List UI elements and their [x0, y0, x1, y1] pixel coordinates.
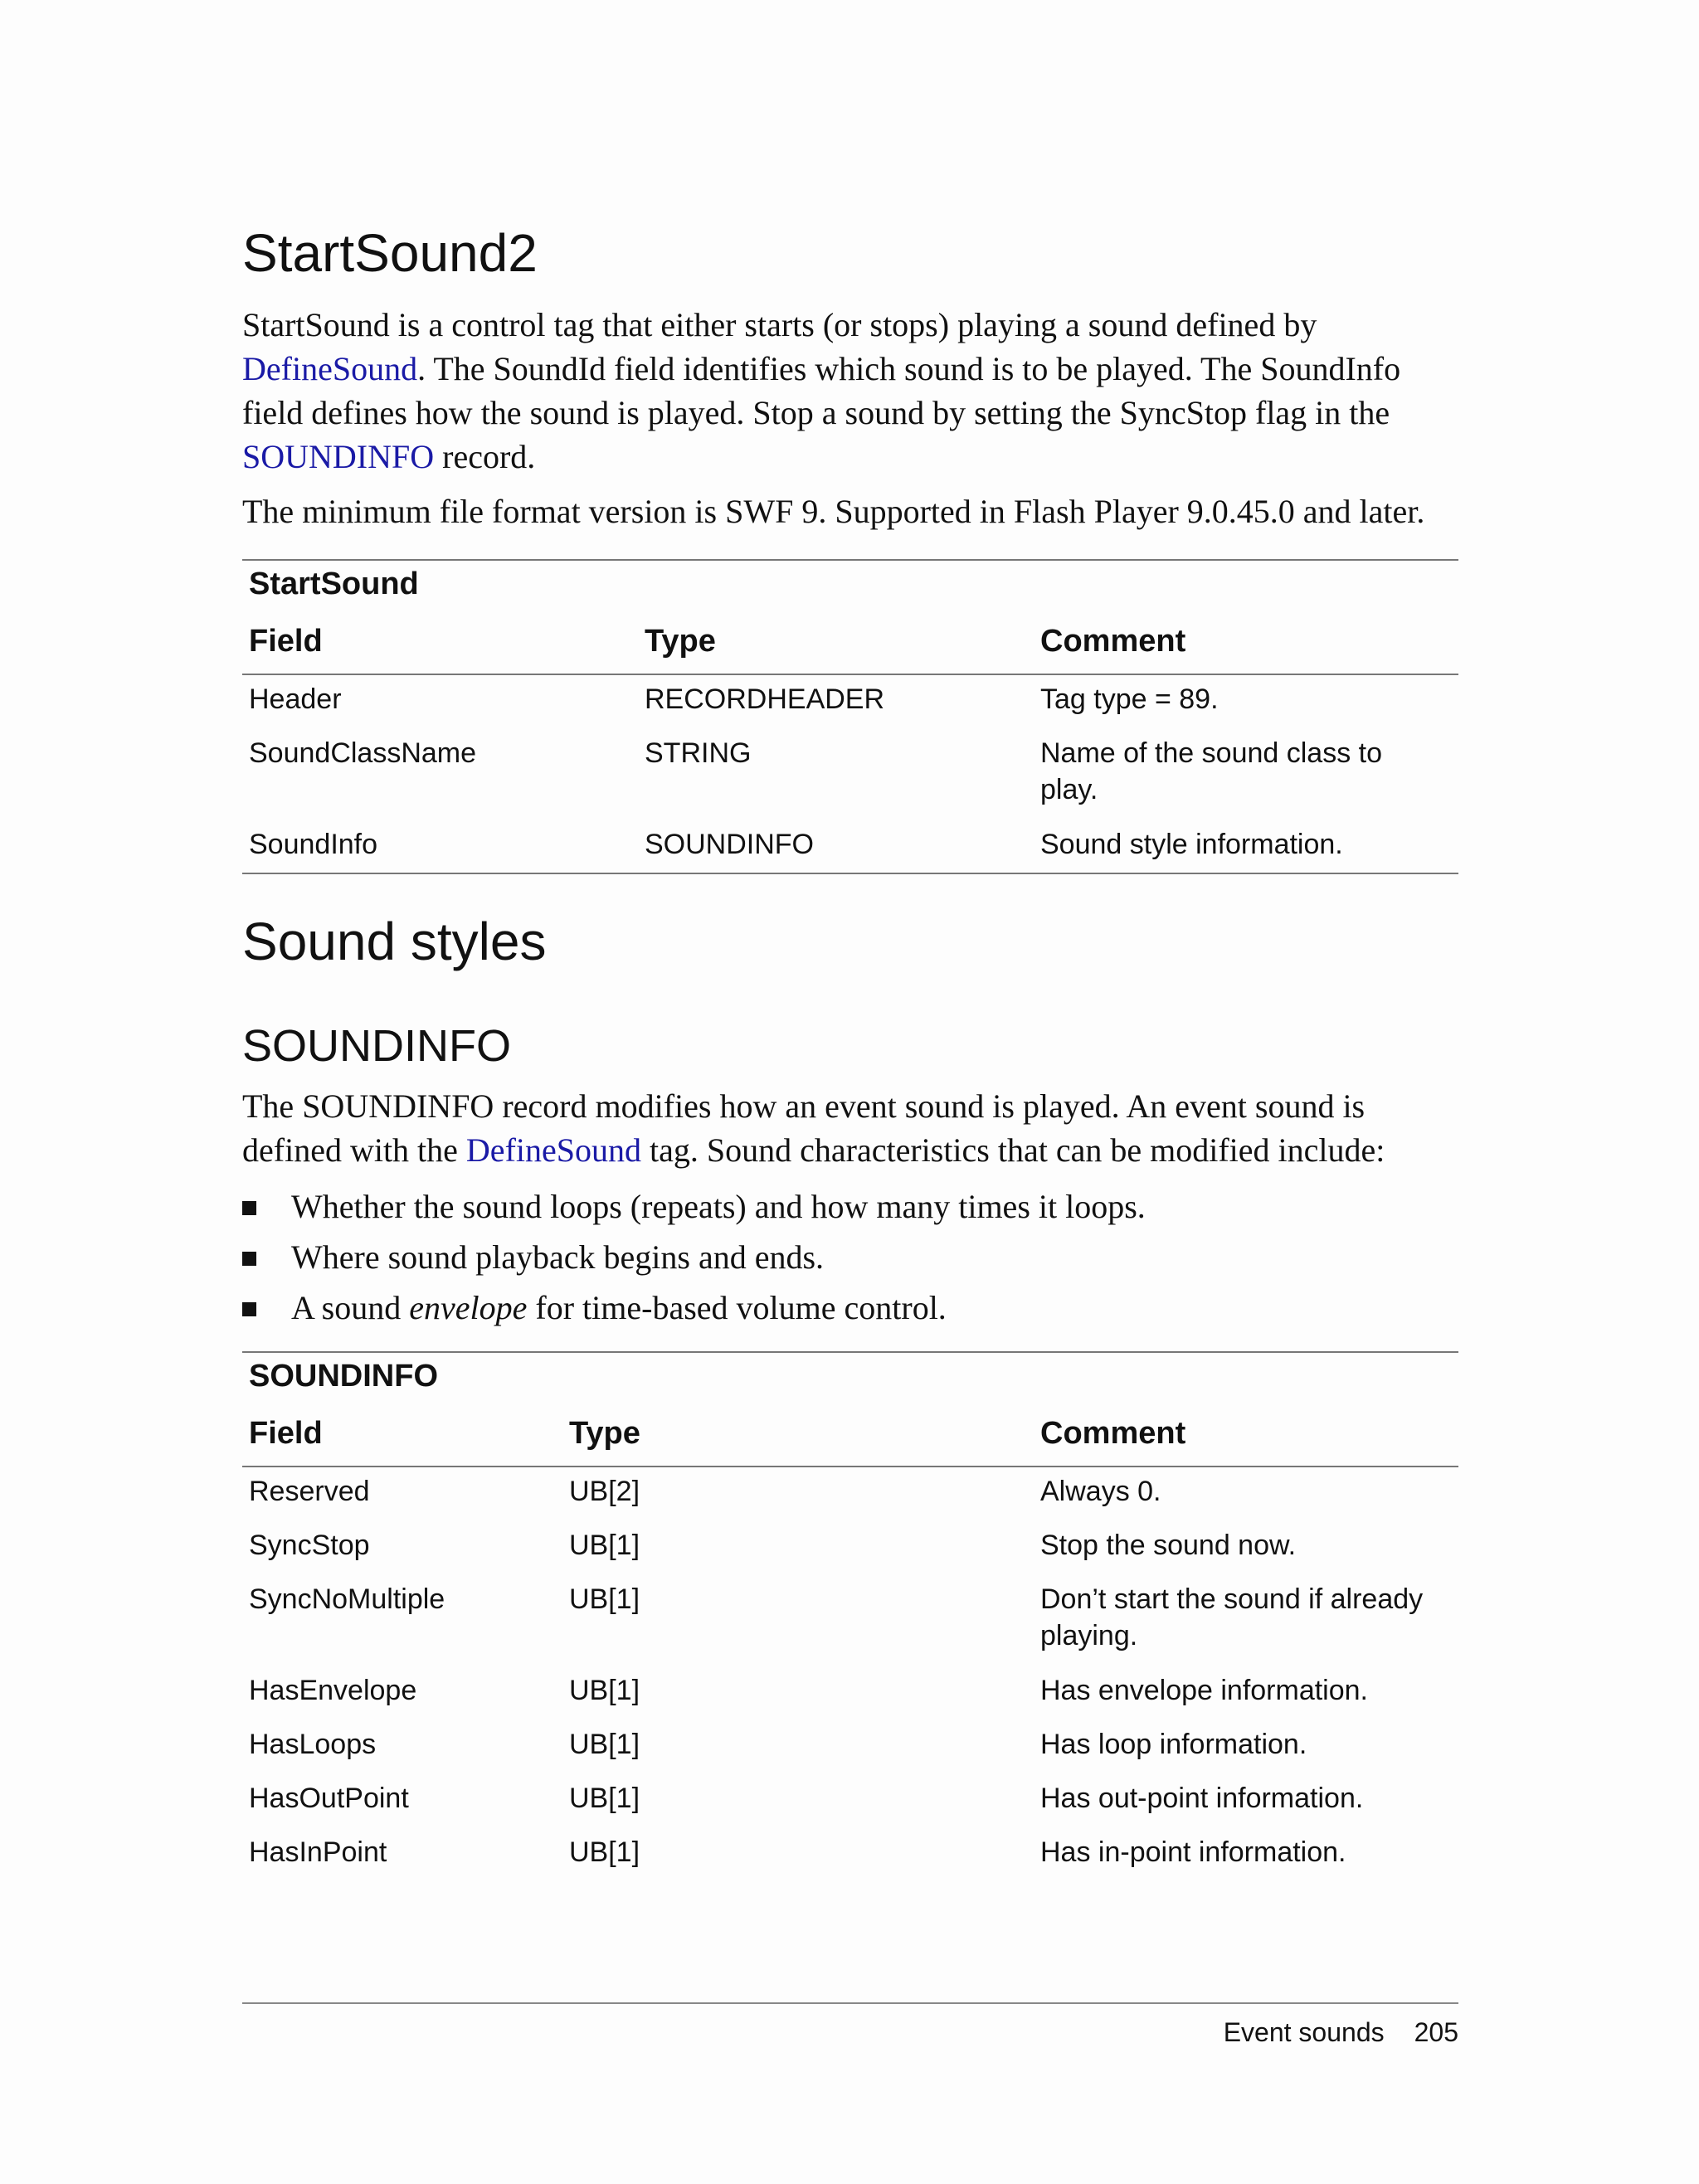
table-caption-soundinfo: SOUNDINFO — [249, 1359, 438, 1394]
startsound-description — [242, 303, 1458, 479]
square-bullet-icon — [242, 1252, 256, 1266]
version-note: The minimum file format version is SWF 9. Supported in Flash Player 9.0.45.0 and later. — [242, 493, 1425, 530]
cell-comment: Has loop information. — [1040, 1729, 1307, 1760]
cell-field: HasOutPoint — [249, 1783, 409, 1814]
cell-type: RECORDHEADER — [645, 683, 885, 715]
list-item — [242, 1232, 1146, 1282]
footer-rule — [242, 2002, 1458, 2004]
column-header-comment: Comment — [1040, 1416, 1186, 1451]
column-header-field: Field — [249, 1416, 323, 1451]
text-segment: StartSound is a control tag that either starts (or stops) playing a sound defined by — [242, 306, 1317, 343]
cell-comment: Name of the sound class to play. — [1040, 737, 1383, 805]
table-bottom-rule — [242, 873, 1458, 874]
list-item — [242, 1181, 1146, 1232]
table-top-rule — [242, 559, 1458, 561]
cell-comment: Has in-point information. — [1040, 1836, 1346, 1868]
list-item-text: Whether the sound loops (repeats) and how many times it loops. — [291, 1188, 1146, 1225]
section-title-startsound2: StartSound2 — [242, 223, 538, 283]
soundinfo-link[interactable]: SOUNDINFO — [242, 438, 435, 475]
list-item-text: for time-based volume control. — [527, 1289, 947, 1326]
table-header-row — [242, 624, 1458, 665]
text-segment: record. — [434, 438, 536, 475]
page-number: 205 — [1414, 2017, 1458, 2047]
column-header-type: Type — [645, 624, 716, 659]
table-header-rule — [242, 1466, 1458, 1467]
cell-comment: Always 0. — [1040, 1476, 1161, 1507]
cell-type: UB[1] — [569, 1583, 640, 1615]
text-segment: The SOUNDINFO record modifies how an event sound is played. An event sound is defined with the — [242, 1087, 1366, 1169]
column-header-type: Type — [569, 1416, 640, 1451]
table-top-rule — [242, 1351, 1458, 1353]
cell-type: UB[1] — [569, 1836, 640, 1868]
column-header-field: Field — [249, 624, 323, 659]
list-item-text: A sound — [291, 1289, 410, 1326]
cell-type: STRING — [645, 737, 752, 769]
text-segment: . The SoundId field identifies which sound is to be played. The SoundInfo field defines how the sound is played. Stop a sound by setting the SyncStop flag in the — [242, 350, 1401, 431]
cell-type: UB[2] — [569, 1476, 640, 1507]
cell-comment: Has envelope information. — [1040, 1675, 1369, 1706]
list-item-text: Where sound playback begins and ends. — [291, 1238, 825, 1276]
definesound-link[interactable]: DefineSound — [242, 350, 418, 387]
cell-type: UB[1] — [569, 1675, 640, 1706]
cell-type: UB[1] — [569, 1783, 640, 1814]
text-segment: tag. Sound characteristics that can be modified include: — [641, 1131, 1385, 1169]
cell-field: HasEnvelope — [249, 1675, 417, 1706]
cell-field: HasLoops — [249, 1729, 377, 1760]
cell-comment: Sound style information. — [1040, 829, 1343, 860]
cell-field: SoundInfo — [249, 829, 378, 860]
square-bullet-icon — [242, 1201, 256, 1215]
cell-type: UB[1] — [569, 1530, 640, 1561]
table-caption-startsound: StartSound — [249, 567, 419, 601]
cell-field: Reserved — [249, 1476, 370, 1507]
cell-type: UB[1] — [569, 1729, 640, 1760]
cell-field: SyncStop — [249, 1530, 370, 1561]
soundinfo-description — [242, 1084, 1458, 1172]
cell-field: SyncNoMultiple — [249, 1583, 445, 1615]
characteristics-list — [242, 1181, 1146, 1333]
cell-comment: Tag type = 89. — [1040, 683, 1219, 715]
cell-field: HasInPoint — [249, 1836, 387, 1868]
list-item-emphasis: envelope — [409, 1289, 528, 1326]
cell-field: SoundClassName — [249, 737, 477, 769]
table-header-rule — [242, 674, 1458, 675]
cell-type: SOUNDINFO — [645, 829, 814, 860]
definesound-link[interactable]: DefineSound — [465, 1131, 641, 1169]
cell-field: Header — [249, 683, 342, 715]
column-header-comment: Comment — [1040, 624, 1186, 659]
square-bullet-icon — [242, 1302, 256, 1316]
footer-chapter-title: Event sounds — [1223, 2017, 1385, 2047]
cell-comment: Stop the sound now. — [1040, 1530, 1297, 1561]
page-footer — [242, 2017, 1458, 2048]
list-item — [242, 1282, 1146, 1333]
cell-comment: Has out-point information. — [1040, 1783, 1364, 1814]
table-header-row — [242, 1416, 1458, 1457]
cell-comment: Don’t start the sound if already playing. — [1040, 1583, 1424, 1651]
section-title-sound-styles: Sound styles — [242, 912, 547, 971]
subsection-title-soundinfo: SOUNDINFO — [242, 1021, 511, 1071]
